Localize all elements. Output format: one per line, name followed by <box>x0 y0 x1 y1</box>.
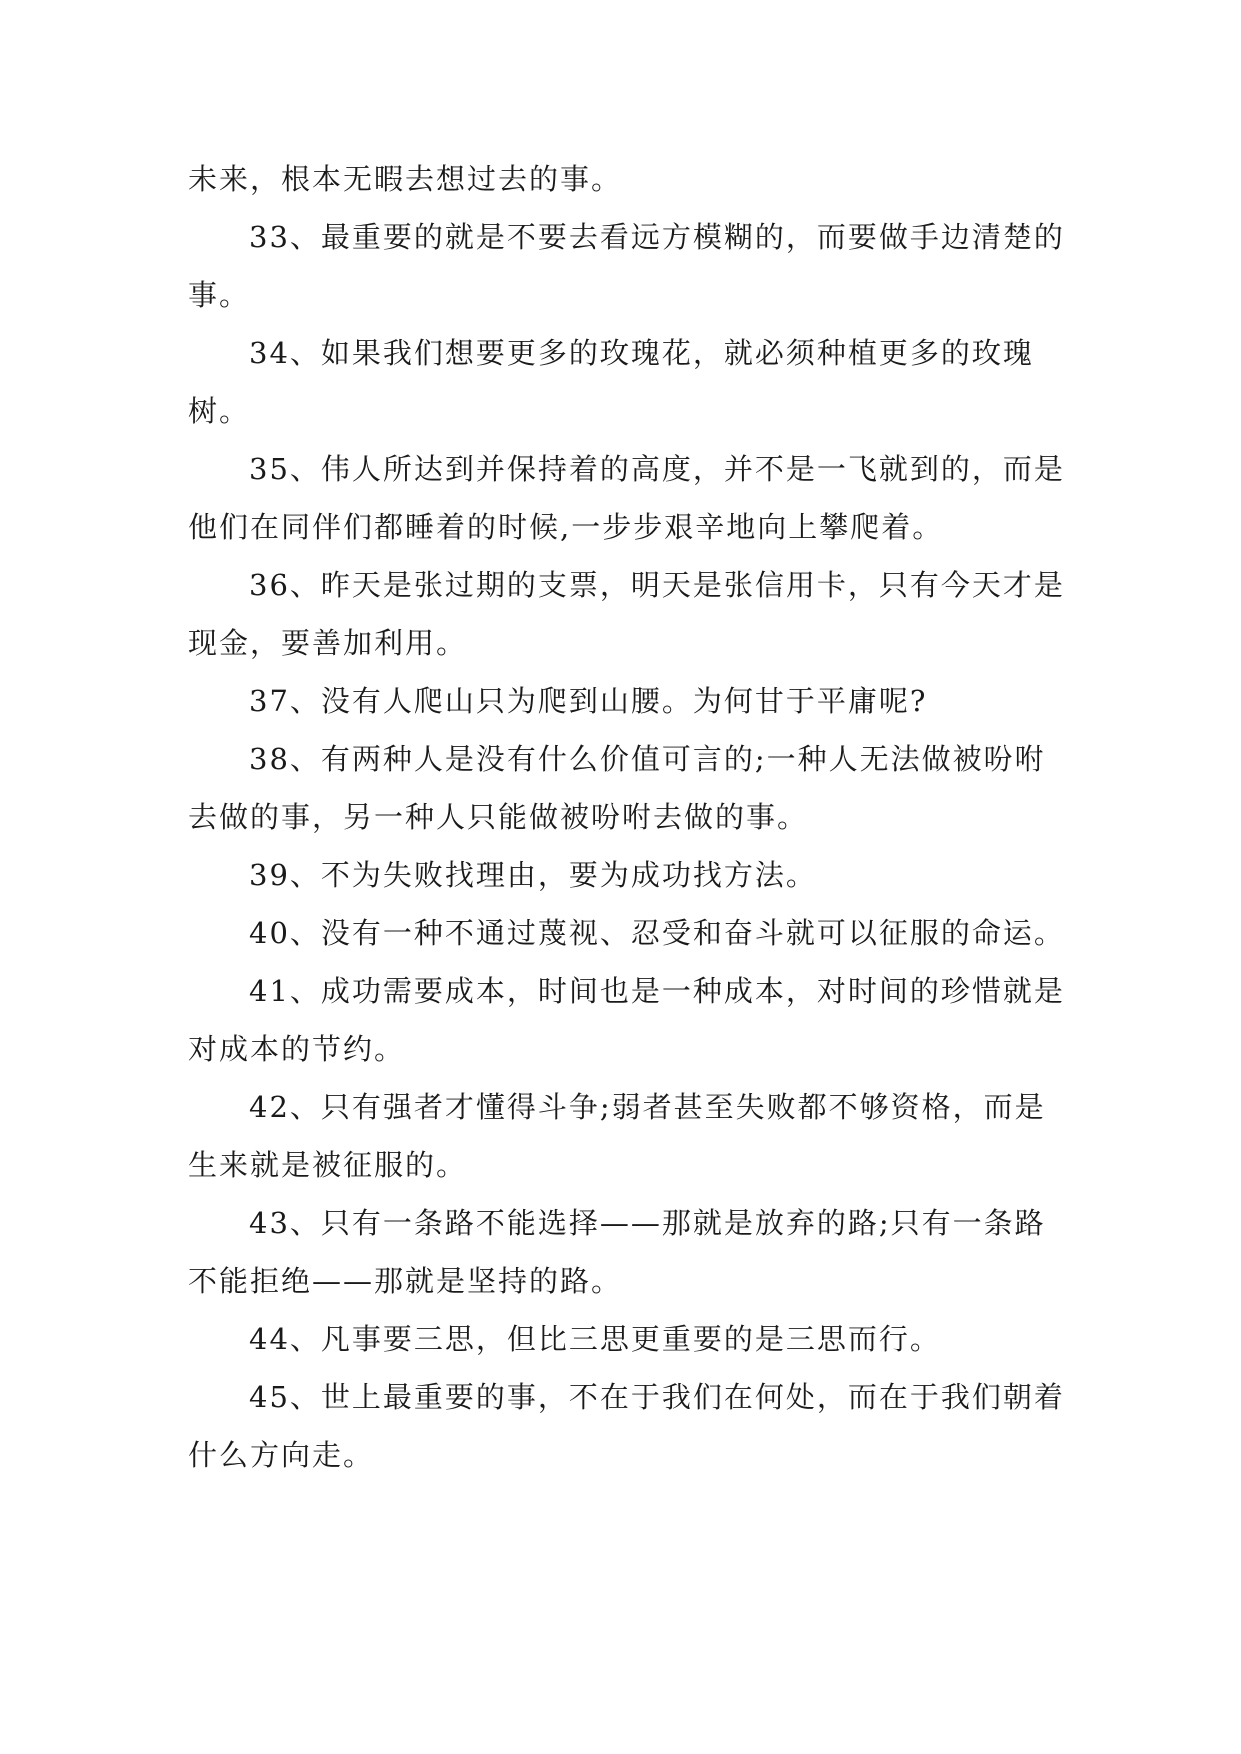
paragraph-35: 35、伟人所达到并保持着的高度，并不是一飞就到的，而是他们在同伴们都睡着的时候,一步步艰辛地向上攀爬着。 <box>188 452 1065 544</box>
paragraph-43: 43、只有一条路不能选择——那就是放弃的路;只有一条路不能拒绝——那就是坚持的路。 <box>188 1206 1046 1298</box>
document-body <box>188 150 1068 1484</box>
paragraph-38: 38、有两种人是没有什么价值可言的;一种人无法做被吩咐去做的事，另一种人只能做被吩咐去做的事。 <box>188 742 1046 834</box>
paragraph-33: 33、最重要的就是不要去看远方模糊的，而要做手边清楚的事。 <box>188 220 1065 312</box>
paragraph-39: 39、不为失败找理由，要为成功找方法。 <box>249 858 817 892</box>
paragraph-45: 45、世上最重要的事，不在于我们在何处，而在于我们朝着什么方向走。 <box>188 1380 1065 1472</box>
paragraph-continuation: 未来，根本无暇去想过去的事。 <box>188 162 623 196</box>
paragraph-44: 44、凡事要三思，但比三思更重要的是三思而行。 <box>249 1322 941 1356</box>
paragraph-37: 37、没有人爬山只为爬到山腰。为何甘于平庸呢? <box>249 684 928 718</box>
paragraph-36: 36、昨天是张过期的支票，明天是张信用卡，只有今天才是现金，要善加利用。 <box>188 568 1065 660</box>
paragraph-42: 42、只有强者才懂得斗争;弱者甚至失败都不够资格，而是生来就是被征服的。 <box>188 1090 1046 1182</box>
paragraph-40: 40、没有一种不通过蔑视、忍受和奋斗就可以征服的命运。 <box>249 916 1065 950</box>
paragraph-41: 41、成功需要成本，时间也是一种成本，对时间的珍惜就是对成本的节约。 <box>188 974 1065 1066</box>
paragraph-34: 34、如果我们想要更多的玫瑰花，就必须种植更多的玫瑰树。 <box>188 336 1034 428</box>
